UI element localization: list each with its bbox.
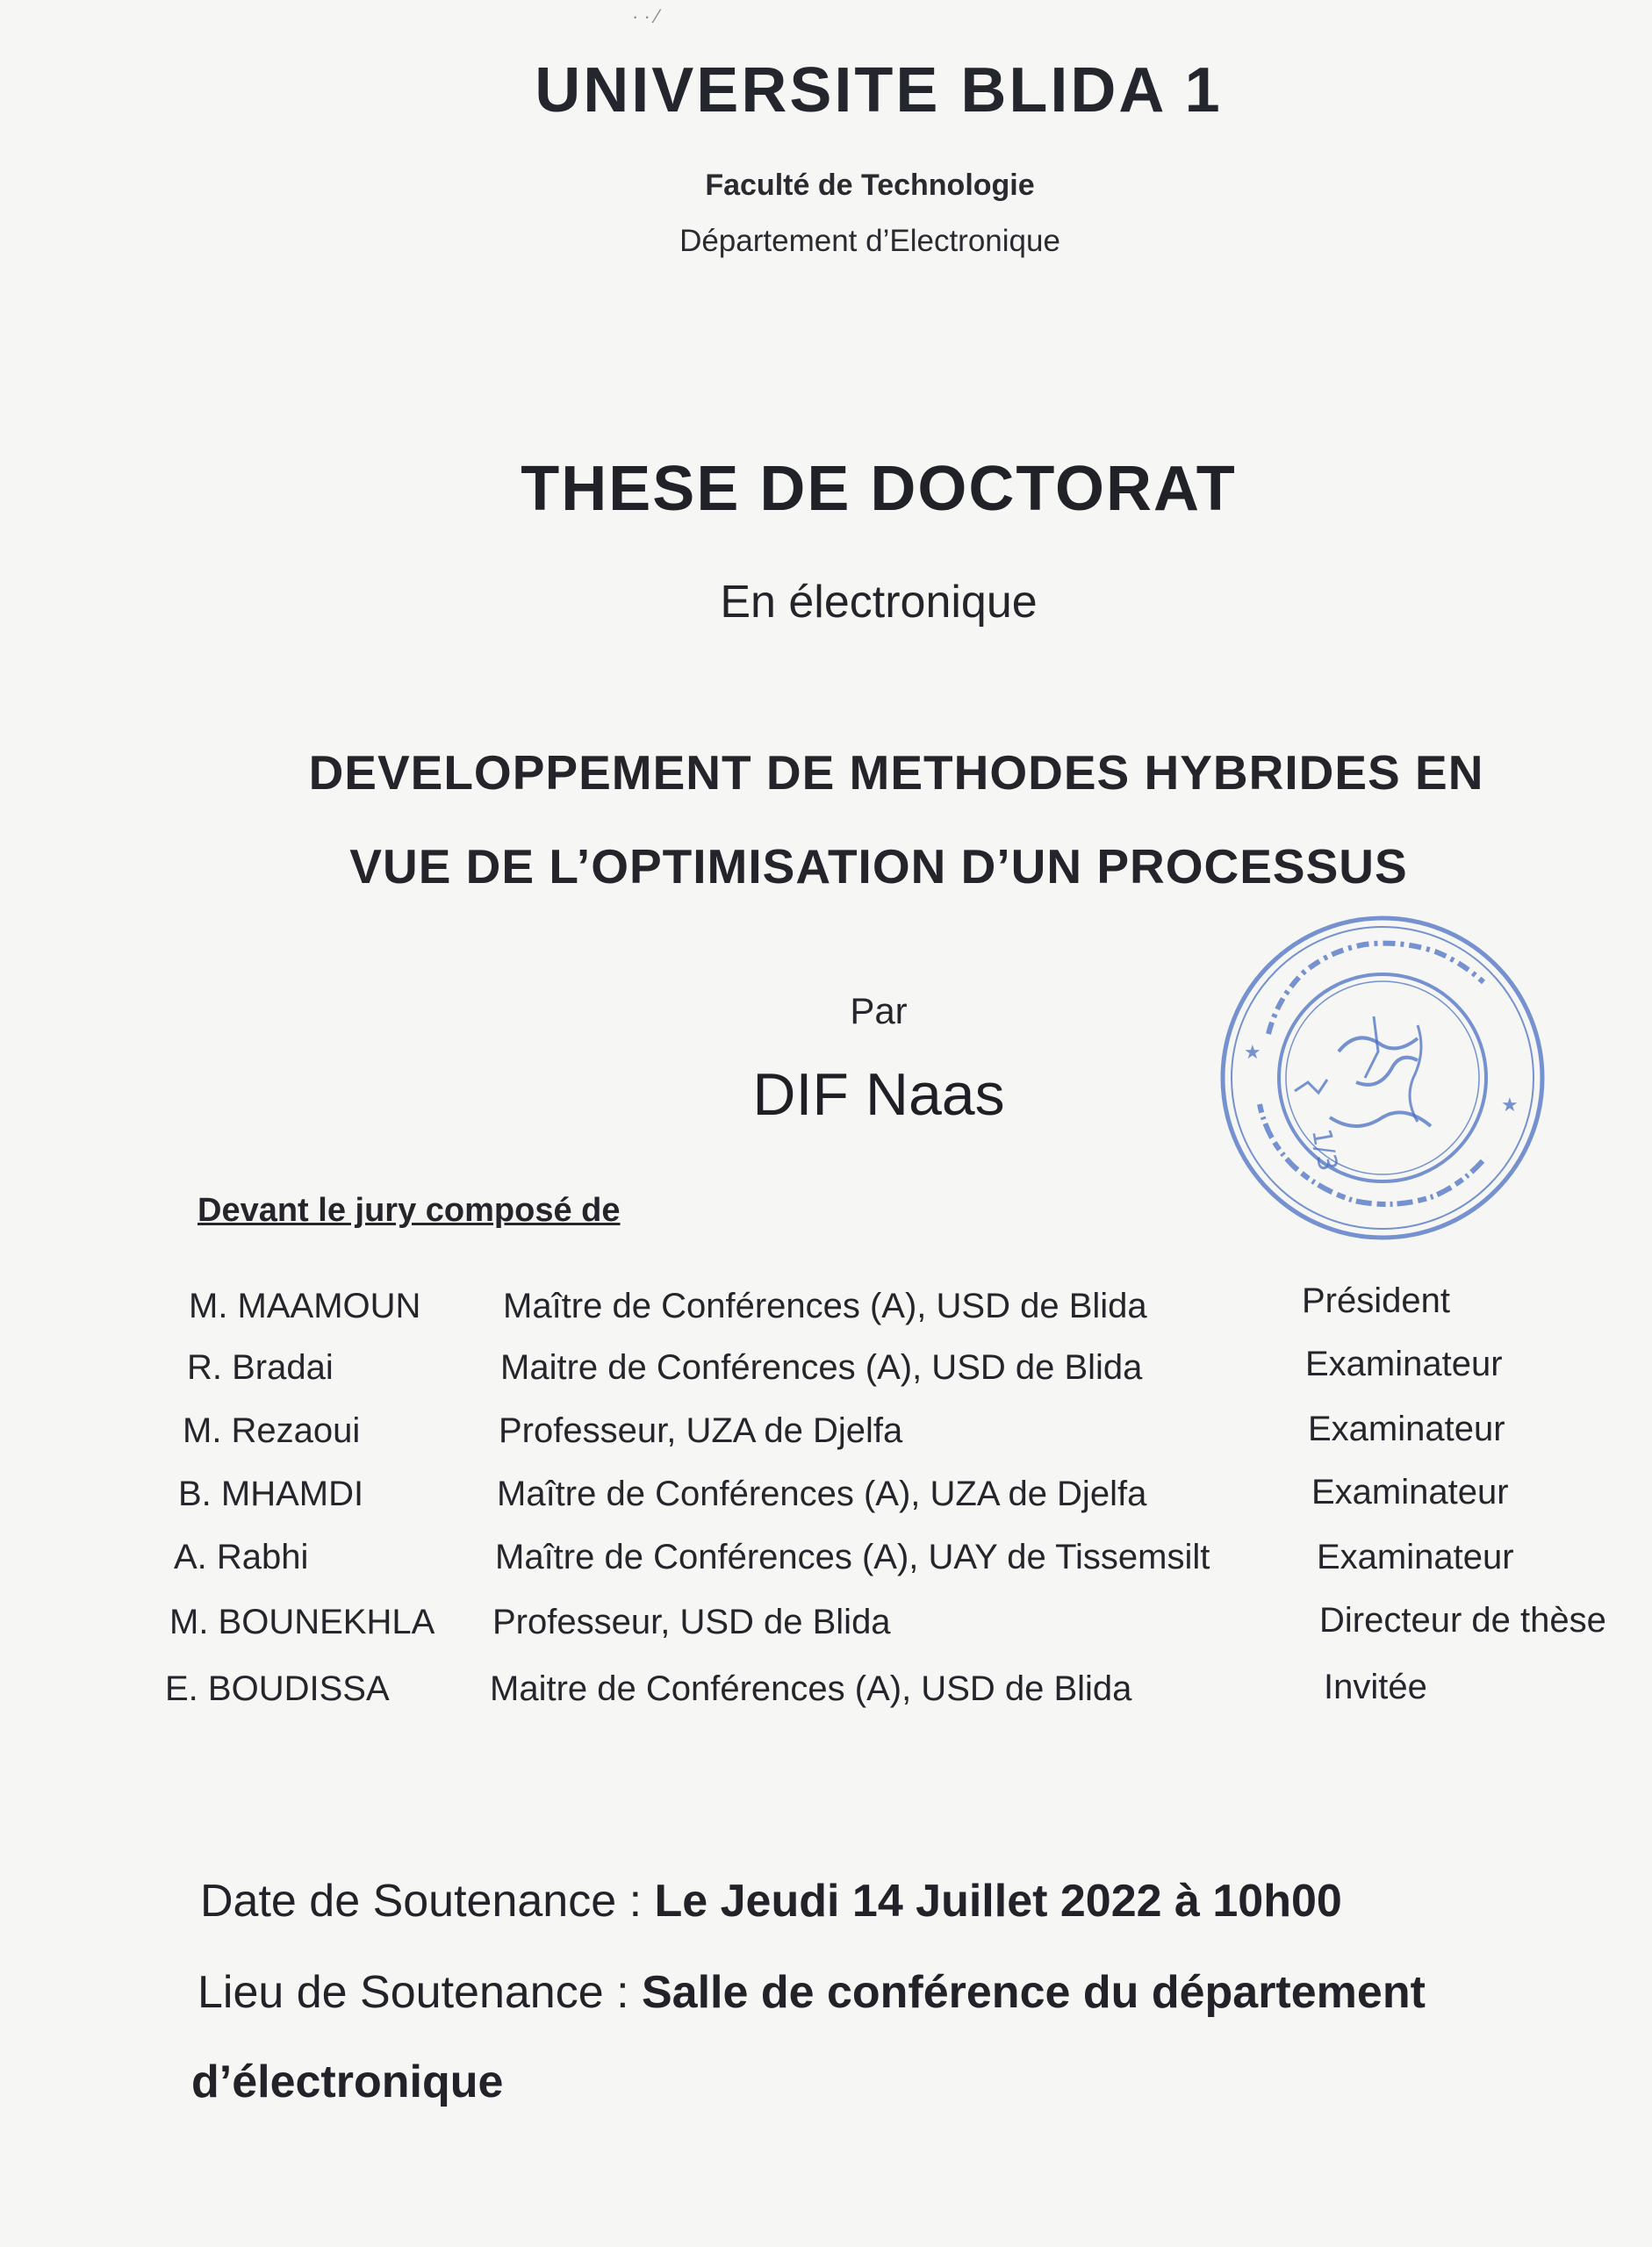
jury-member-name: B. MHAMDI — [178, 1475, 364, 1513]
defense-date-value: Le Jeudi 14 Juillet 2022 à 10h00 — [654, 1876, 1342, 1927]
thesis-type: THESE DE DOCTORAT — [521, 454, 1237, 524]
svg-text:★: ★ — [1244, 1042, 1261, 1064]
jury-member-role: Président — [1302, 1281, 1450, 1320]
official-seal-icon — [1207, 902, 1558, 1253]
svg-text:1/3: 1/3 — [1305, 1126, 1343, 1174]
jury-member-name: M. BOUNEKHLA — [169, 1603, 435, 1641]
jury-member-name: A. Rabhi — [174, 1538, 309, 1576]
jury-member-name: M. Rezaoui — [183, 1411, 361, 1450]
jury-member-role: Invitée — [1324, 1668, 1427, 1706]
defense-place — [198, 1966, 1426, 2019]
author-name: DIF Naas — [752, 1061, 1005, 1128]
jury-member-title: Maître de Conférences (A), UAY de Tissemsilt — [495, 1538, 1210, 1576]
faculty-name: Faculté de Technologie — [705, 169, 1035, 202]
department-name: Département d’Electronique — [679, 224, 1060, 258]
jury-member-role: Examinateur — [1305, 1345, 1503, 1383]
svg-text:★: ★ — [1501, 1095, 1519, 1116]
jury-member-role: Examinateur — [1311, 1473, 1509, 1511]
jury-member-title: Professeur, USD de Blida — [492, 1603, 891, 1641]
jury-member-name: E. BOUDISSA — [165, 1669, 390, 1708]
jury-member-title: Maître de Conférences (A), UZA de Djelfa — [497, 1475, 1147, 1513]
defense-place-label: Lieu de Soutenance : — [198, 1967, 642, 2018]
scan-speck: · · ⁄ — [632, 5, 659, 27]
university-name: UNIVERSITE BLIDA 1 — [535, 55, 1223, 126]
by-label: Par — [850, 990, 908, 1031]
jury-member-title: Maitre de Conférences (A), USD de Blida — [500, 1348, 1143, 1387]
jury-member-role: Examinateur — [1317, 1538, 1514, 1576]
jury-member-name: M. MAAMOUN — [189, 1287, 421, 1325]
jury-member-title: Professeur, UZA de Djelfa — [499, 1411, 903, 1450]
defense-place-value-continued: d’électronique — [191, 2057, 504, 2107]
jury-member-role: Directeur de thèse — [1319, 1601, 1606, 1640]
jury-member-name: R. Bradai — [187, 1348, 334, 1387]
thesis-title-line-2: VUE DE L’OPTIMISATION D’UN PROCESSUS — [349, 839, 1408, 894]
jury-member-title: Maitre de Conférences (A), USD de Blida — [490, 1669, 1132, 1708]
jury-heading: Devant le jury composé de — [198, 1192, 621, 1229]
defense-date — [200, 1875, 1342, 1928]
defense-date-label: Date de Soutenance : — [200, 1876, 655, 1927]
thesis-speciality: En électronique — [720, 577, 1038, 628]
jury-member-title: Maître de Conférences (A), USD de Blida — [503, 1287, 1147, 1325]
thesis-title-line-1: DEVELOPPEMENT DE METHODES HYBRIDES EN — [308, 745, 1484, 800]
defense-place-value: Salle de conférence du département — [641, 1967, 1426, 2018]
jury-member-role: Examinateur — [1308, 1410, 1505, 1448]
